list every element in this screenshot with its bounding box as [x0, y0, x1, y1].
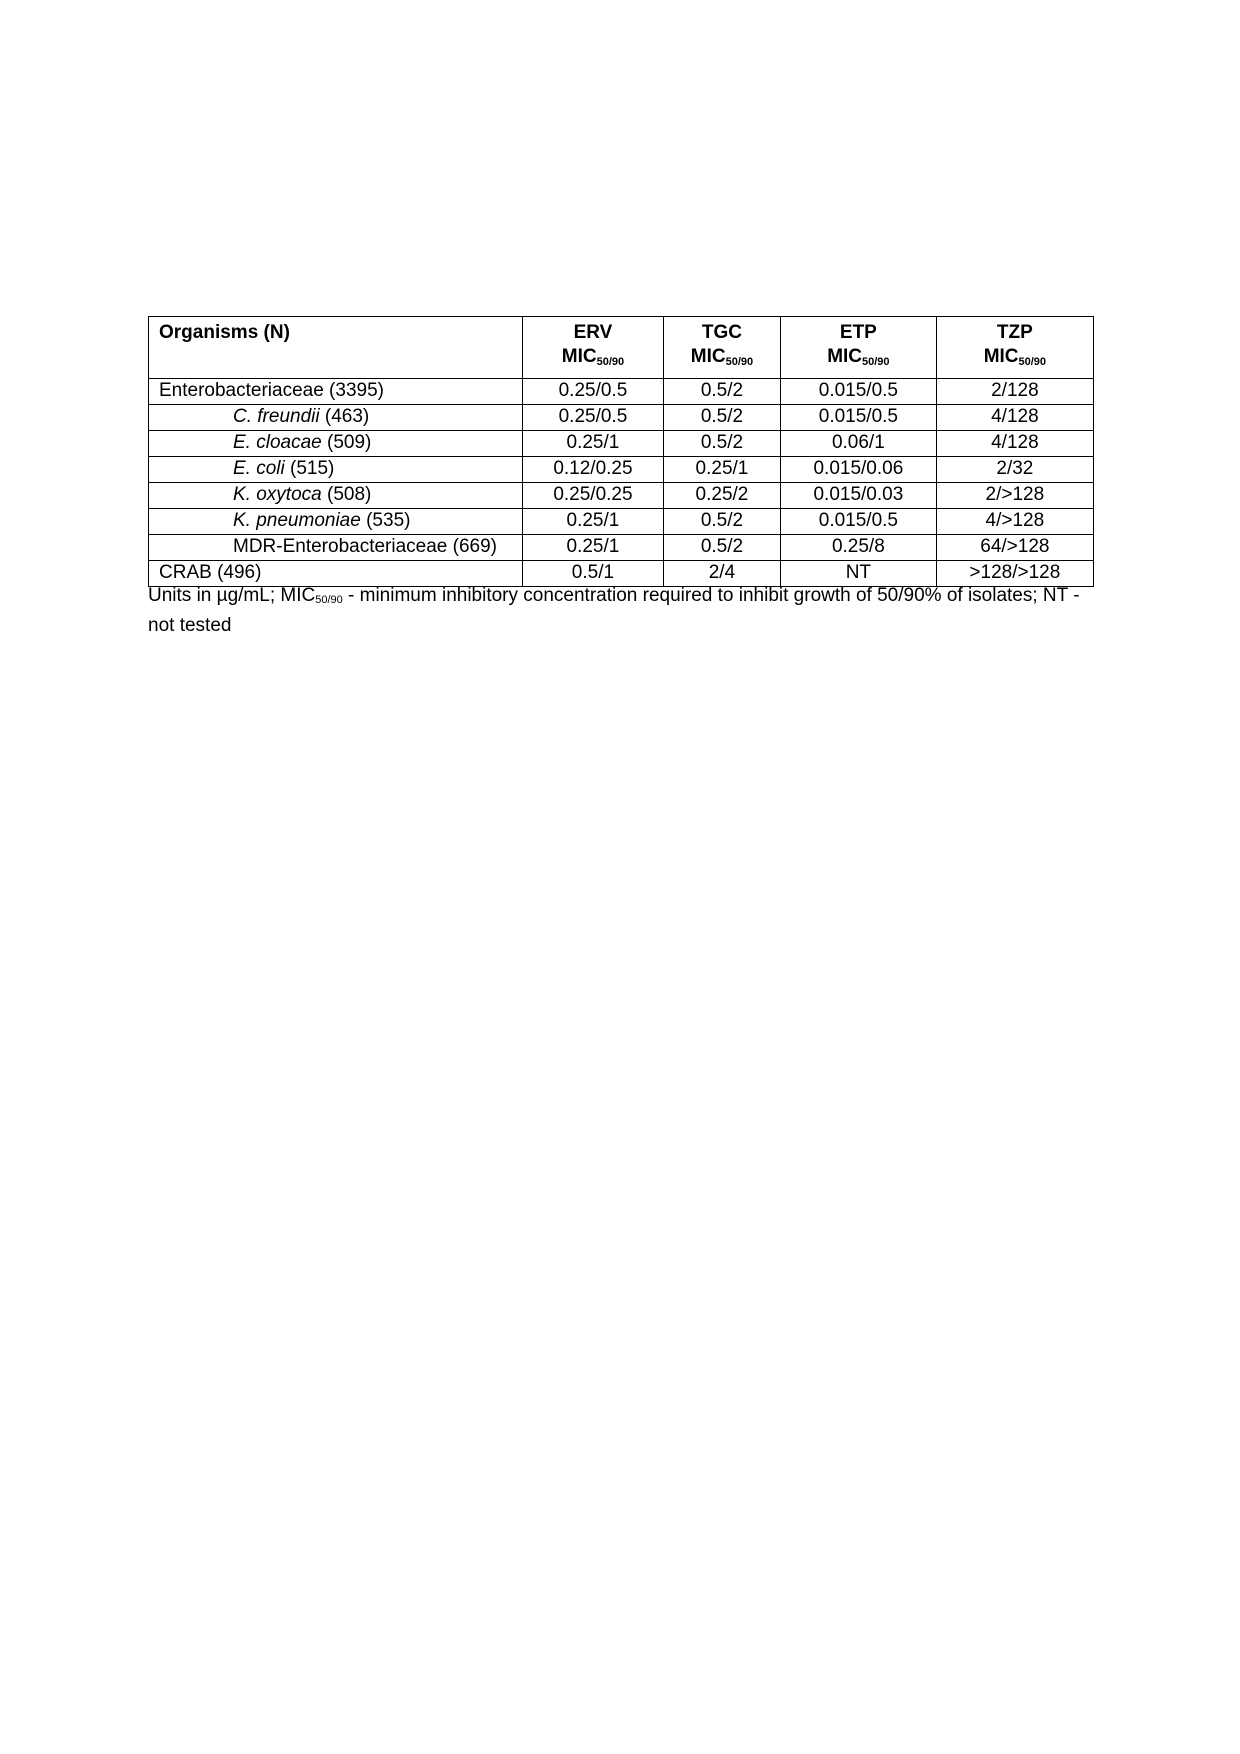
drug-name: ETP	[839, 322, 877, 343]
mic-value-cell: 0.25/0.5	[523, 379, 664, 405]
mic-value-cell: 0.25/1	[663, 457, 780, 483]
mic-value-cell: 0.5/2	[663, 405, 780, 431]
table-header-row	[149, 317, 1094, 379]
mic-value-cell: 0.25/1	[523, 431, 664, 457]
mic-value-cell: 0.5/2	[663, 379, 780, 405]
mic-value-cell: 4/>128	[936, 509, 1093, 535]
organism-cell: C. freundii (463)	[149, 405, 523, 431]
organism-cell: Enterobacteriaceae (3395)	[149, 379, 523, 405]
organism-cell: K. pneumoniae (535)	[149, 509, 523, 535]
drug-name: TZP	[996, 322, 1033, 343]
organism-cell: E. coli (515)	[149, 457, 523, 483]
drug-name: TGC	[701, 322, 742, 343]
header-organisms: Organisms (N)	[149, 317, 523, 379]
mic-value-cell: 0.12/0.25	[523, 457, 664, 483]
header-drug	[663, 317, 780, 379]
mic-value-cell: 0.25/1	[523, 535, 664, 561]
mic-label: MIC50/90	[561, 346, 625, 368]
mic-value-cell: 0.5/1	[523, 561, 664, 587]
header-drug	[936, 317, 1093, 379]
mic-value-cell: 0.25/1	[523, 509, 664, 535]
table-row	[149, 457, 1094, 483]
table-footnote: Units in µg/mL; MIC50/90 - minimum inhibitory concentration required to inhibit growth of 50/90% of isolates; NT - not tested	[148, 585, 1080, 636]
table-body	[149, 379, 1094, 587]
table-row	[149, 431, 1094, 457]
mic-value-cell: 0.015/0.5	[781, 405, 937, 431]
mic-value-cell: 64/>128	[936, 535, 1093, 561]
mic-table	[148, 316, 1094, 587]
organism-cell: E. cloacae (509)	[149, 431, 523, 457]
table-row	[149, 535, 1094, 561]
mic-value-cell: 0.25/0.5	[523, 405, 664, 431]
mic-value-cell: 0.5/2	[663, 535, 780, 561]
drug-name: ERV	[573, 322, 613, 343]
mic-value-cell: 2/4	[663, 561, 780, 587]
mic-value-cell: 4/128	[936, 405, 1093, 431]
mic-value-cell: 0.06/1	[781, 431, 937, 457]
mic-value-cell: 0.015/0.5	[781, 509, 937, 535]
mic-value-cell: NT	[781, 561, 937, 587]
organism-cell: MDR-Enterobacteriaceae (669)	[149, 535, 523, 561]
mic-value-cell: 0.015/0.5	[781, 379, 937, 405]
mic-value-cell: 2/>128	[936, 483, 1093, 509]
header-drug	[523, 317, 664, 379]
mic-label: MIC50/90	[690, 346, 754, 368]
mic-value-cell: 0.5/2	[663, 431, 780, 457]
mic-value-cell: 0.25/2	[663, 483, 780, 509]
header-drug	[781, 317, 937, 379]
mic-value-cell: 0.25/0.25	[523, 483, 664, 509]
mic-label: MIC50/90	[983, 346, 1047, 368]
organism-cell: CRAB (496)	[149, 561, 523, 587]
table-row	[149, 379, 1094, 405]
table-row	[149, 483, 1094, 509]
table-row	[149, 509, 1094, 535]
mic-value-cell: 2/32	[936, 457, 1093, 483]
organism-cell: K. oxytoca (508)	[149, 483, 523, 509]
mic-value-cell: >128/>128	[936, 561, 1093, 587]
mic-value-cell: 0.015/0.03	[781, 483, 937, 509]
mic-value-cell: 0.25/8	[781, 535, 937, 561]
table-row	[149, 405, 1094, 431]
mic-value-cell: 4/128	[936, 431, 1093, 457]
mic-value-cell: 0.5/2	[663, 509, 780, 535]
mic-value-cell: 2/128	[936, 379, 1093, 405]
mic-label: MIC50/90	[827, 346, 890, 368]
mic-value-cell: 0.015/0.06	[781, 457, 937, 483]
